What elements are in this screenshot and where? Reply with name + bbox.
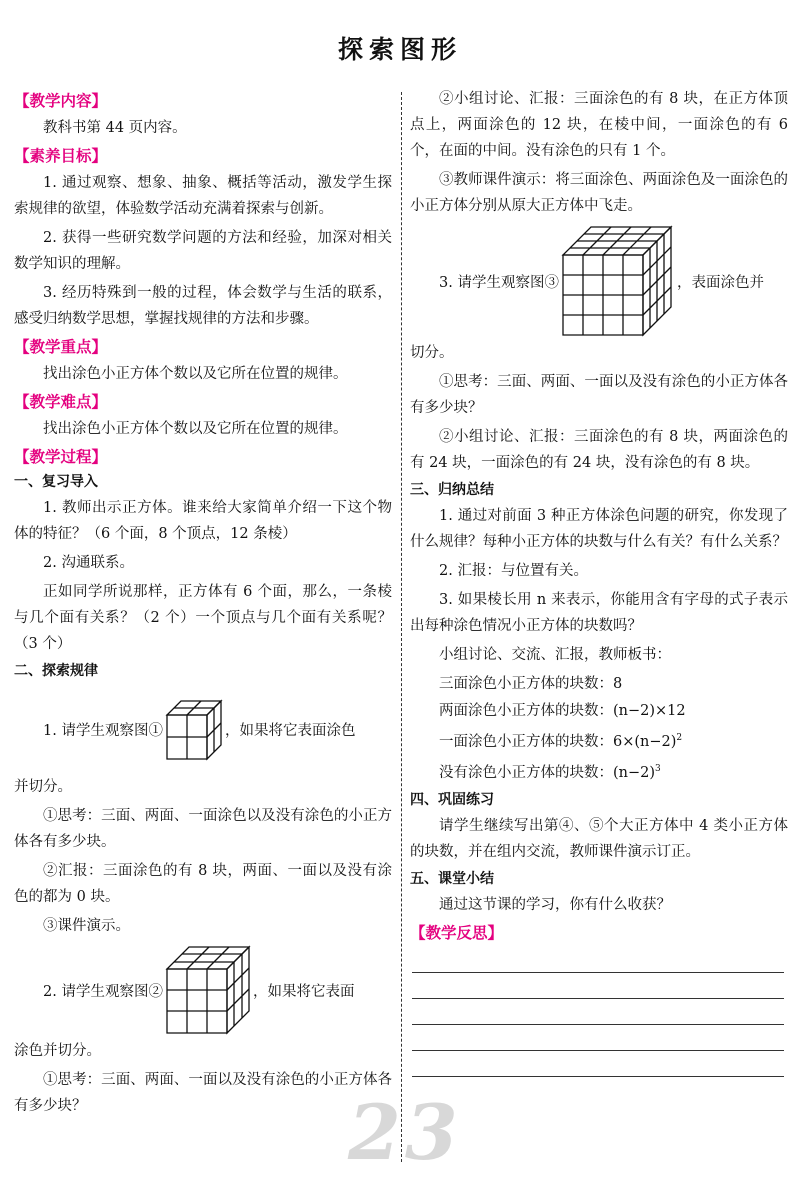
formula-one-face-exp: 2 [676, 733, 683, 743]
cube-figure-1 [165, 697, 223, 761]
formula-no-face-text: 没有涂色小正方体的块数：(n−2) [439, 764, 656, 781]
section-3-p4: 小组讨论、交流、汇报，教师板书： [439, 647, 671, 663]
figure-1-intro: 1. 请学生观察图① [43, 722, 163, 739]
section-5-heading: 五、课堂小结 [410, 870, 494, 887]
page-title: 探索图形 [337, 35, 462, 64]
reflection-line-5[interactable] [412, 1051, 784, 1077]
cube-figure-2 [165, 945, 251, 1035]
section-1-heading: 一、复习导入 [14, 474, 98, 490]
figure-1-continue: 并切分。 [14, 779, 72, 795]
figure-2-continue: 涂色并切分。 [14, 1043, 101, 1059]
left-column [14, 86, 392, 1122]
section-4-heading: 四、巩固练习 [410, 791, 494, 808]
section-3-heading: 三、归纳总结 [410, 482, 494, 498]
reflection-line-3[interactable] [412, 999, 784, 1025]
figure-3-question: ①思考：三面、两面、一面以及没有涂色的小正方体各有多少块？ [410, 374, 788, 416]
section-2-heading: 二、探索规律 [14, 663, 98, 679]
formula-one-face-text: 一面涂色小正方体的块数：6×(n−2) [439, 733, 677, 750]
reflection-line-2[interactable] [412, 973, 784, 999]
figure-2-text: ，如果将它表面 [252, 983, 355, 1000]
heading-reflection: 【教学反思】 [410, 923, 504, 942]
reflection-line-1[interactable] [412, 947, 784, 973]
goal-2: 2. 获得一些研究数学问题的方法和经验，加深对相关数学知识的理解。 [14, 230, 392, 272]
section-1-p1: 1. 教师出示正方体。谁来给大家简单介绍一下这个物体的特征？（6 个面，8 个顶点，12 条棱） [14, 500, 392, 542]
figure-1-demo: ③课件演示。 [43, 918, 130, 934]
figure-3-text: ，表面涂色并 [676, 274, 764, 291]
heading-content: 【教学内容】 [14, 92, 108, 110]
formula-three-face: 三面涂色小正方体的块数：8 [439, 676, 623, 692]
section-1-p2: 2. 沟通联系。 [43, 555, 134, 571]
page-number: 23 [348, 1088, 462, 1177]
figure-2-report: ②小组讨论、汇报：三面涂色的有 8 块，在正方体顶点上，两面涂色的 12 块，在棱中间，一面涂色的有 6 个，在面的中间。没有涂色的只有 1 个。 [410, 91, 788, 159]
content-text: 教科书第 44 页内容。 [43, 120, 187, 136]
column-divider [401, 92, 402, 1162]
heading-key-point: 【教学重点】 [14, 338, 108, 356]
formula-no-face [410, 756, 788, 787]
figure-3-report: ②小组讨论、汇报：三面涂色的有 8 块，两面涂色的有 24 块，一面涂色的有 24 块，没有涂色的有 8 块。 [410, 429, 788, 471]
figure-3-intro: 3. 请学生观察图③ [439, 274, 559, 291]
figure-3-continue: 切分。 [410, 345, 454, 361]
section-4-text: 请学生继续写出第④、⑤个大正方体中 4 类小正方体的块数，并在组内交流，教师课件演示订正。 [410, 817, 788, 860]
figure-1-report: ②汇报：三面涂色的有 8 块，两面、一面以及没有涂色的都为 0 块。 [14, 863, 392, 905]
figure-2-intro: 2. 请学生观察图② [43, 983, 163, 1000]
heading-process: 【教学过程】 [14, 448, 108, 466]
section-3-p1: 1. 通过对前面 3 种正方体涂色问题的研究，你发现了什么规律？每种小正方体的块数与什么有关？有什么关系？ [410, 508, 788, 550]
section-3-p2: 2. 汇报：与位置有关。 [439, 563, 588, 579]
key-point-text: 找出涂色小正方体个数以及它所在位置的规律。 [43, 366, 348, 382]
heading-goals: 【素养目标】 [14, 147, 108, 165]
goal-1: 1. 通过观察、想象、抽象、概括等活动，激发学生探索规律的欲望，体验数学活动充满着探索与创新。 [14, 175, 392, 217]
figure-2-demo: ③教师课件演示：将三面涂色、两面涂色及一面涂色的小正方体分别从原大正方体中飞走。 [410, 172, 788, 214]
goal-3: 3. 经历特殊到一般的过程，体会数学与生活的联系，感受归纳数学思想，掌握找规律的方法和步骤。 [14, 285, 392, 327]
heading-difficulty: 【教学难点】 [14, 393, 108, 411]
right-column [410, 86, 788, 1077]
figure-2-line [14, 942, 392, 1038]
figure-3-line [410, 222, 788, 340]
formula-no-face-exp: 3 [655, 763, 661, 774]
difficulty-text: 找出涂色小正方体个数以及它所在位置的规律。 [43, 421, 348, 437]
reflection-line-4[interactable] [412, 1025, 784, 1051]
figure-2-question: ①思考：三面、两面、一面以及没有涂色的小正方体各有多少块？ [14, 1072, 392, 1114]
figure-1-question: ①思考：三面、两面、一面涂色以及没有涂色的小正方体各有多少块。 [14, 808, 392, 850]
cube-figure-3 [561, 225, 675, 337]
formula-two-face: 两面涂色小正方体的块数：(n−2)×12 [439, 703, 686, 719]
section-1-p3: 正如同学所说那样，正方体有 6 个面，那么，一条棱与几个面有关系？（2 个）一个顶点与几个面有关系呢？（3 个） [14, 584, 392, 652]
section-5-text: 通过这节课的学习，你有什么收获？ [439, 896, 671, 913]
section-3-p3: 3. 如果棱长用 n 来表示，你能用含有字母的式子表示出每种涂色情况小正方体的块数吗？ [410, 592, 788, 634]
figure-1-line [14, 684, 392, 774]
figure-1-text: ，如果将它表面涂色 [224, 722, 356, 739]
formula-one-face [410, 725, 788, 756]
